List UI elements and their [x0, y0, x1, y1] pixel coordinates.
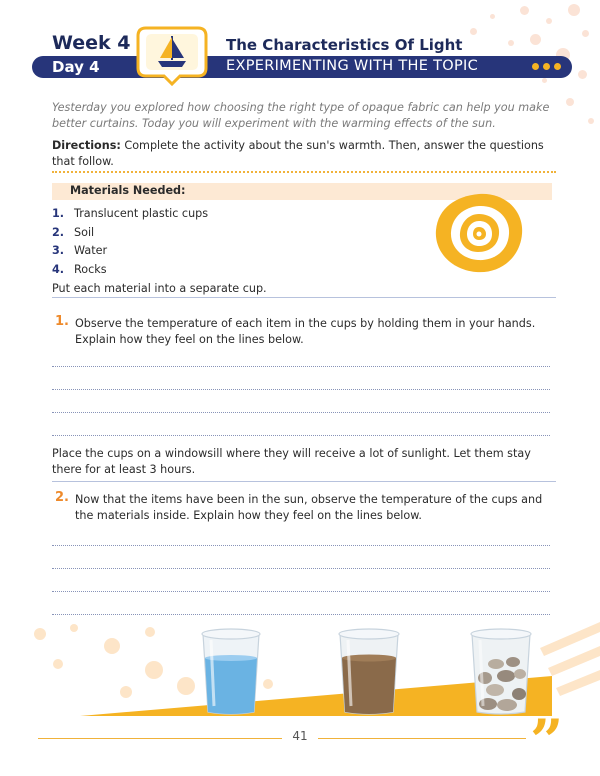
- header-dots: [532, 63, 561, 70]
- directions: [52, 138, 557, 170]
- section-rule: [52, 297, 556, 298]
- sun-swirl-icon: [432, 190, 526, 276]
- page-subtitle: EXPERIMENTING WITH THE TOPIC: [226, 58, 479, 74]
- question-number: 2.: [55, 490, 69, 505]
- materials-note: Put each material into a separate cup.: [52, 282, 267, 295]
- cups-illustration: [0, 612, 600, 722]
- answer-line[interactable]: [52, 591, 550, 592]
- page-number: 41: [292, 729, 308, 743]
- answer-line[interactable]: [52, 366, 550, 367]
- list-item: 1. Translucent plastic cups: [52, 207, 209, 220]
- answer-line[interactable]: [52, 389, 550, 390]
- day-label: Day 4: [52, 58, 100, 76]
- week-label: Week 4: [52, 32, 131, 54]
- sailboat-icon: [134, 24, 210, 86]
- list-item: 3. Water: [52, 244, 108, 258]
- quote-mark-icon: ”: [530, 707, 564, 775]
- question-text: Now that the items have been in the sun, observe the temperature of the cups and the materials inside. Explain how they feel on the lines below.: [75, 493, 543, 523]
- answer-line[interactable]: [52, 568, 550, 569]
- directions-text: Complete the activity about the sun's warmth. Then, answer the questions that follow.: [52, 139, 544, 169]
- question-number: 1.: [55, 314, 69, 329]
- list-item: 2. Soil: [52, 225, 95, 239]
- materials-heading: Materials Needed:: [70, 184, 186, 197]
- rocks-cup-icon: [471, 629, 531, 714]
- list-item: 4. Rocks: [52, 262, 107, 276]
- water-cup-icon: [202, 629, 260, 714]
- instruction-paragraph: Place the cups on a windowsill where they will receive a lot of sunlight. Let them stay there for at least 3 hours.: [52, 447, 531, 477]
- page-title: The Characteristics Of Light: [226, 36, 463, 54]
- answer-line[interactable]: [52, 412, 550, 413]
- intro-text: Yesterday you explored how choosing the right type of opaque fabric can help you make better curtains. Today you will experiment with the warming effects of the sun.: [52, 101, 550, 131]
- materials-list: [52, 207, 208, 281]
- section-rule: [52, 481, 556, 482]
- divider: [52, 171, 556, 173]
- answer-line[interactable]: [52, 545, 550, 546]
- soil-cup-icon: [339, 629, 399, 714]
- directions-label: Directions:: [52, 139, 121, 152]
- question-text: Observe the temperature of each item in the cups by holding them in your hands. Explain how they feel on the lines below.: [75, 317, 536, 347]
- answer-line[interactable]: [52, 435, 550, 436]
